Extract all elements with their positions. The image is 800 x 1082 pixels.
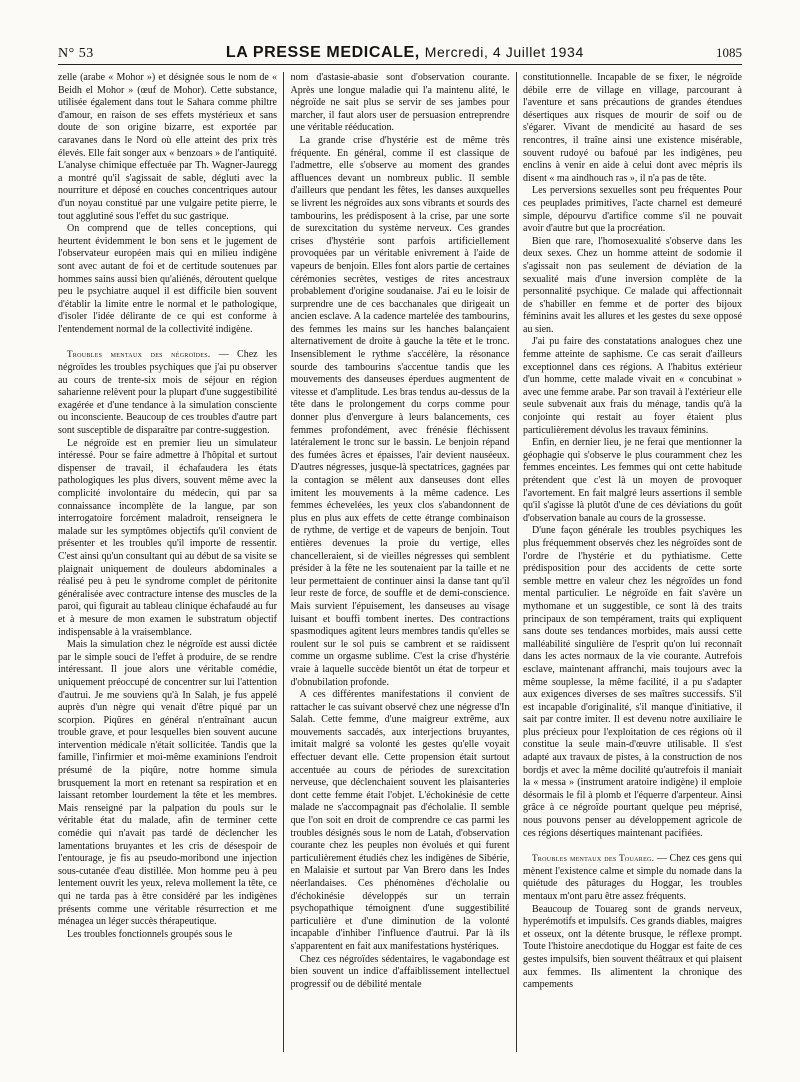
body-paragraph xyxy=(523,336,742,437)
body-paragraph xyxy=(523,525,742,840)
body-paragraph xyxy=(291,72,510,135)
page-folio: 1085 xyxy=(715,45,742,60)
body-paragraph xyxy=(523,236,742,337)
paragraph-text: Bien que rare, l'homosexualité s'observe dans les deux sexes. Chez un homme atteint de sodomie il s'agissait non pas seulement de déviation de la sexualité mais d'une inversion complète de la personnalité psychique. Ce malade qui affectionnait de s'habiller en femme et de porter des bijoux féminins avait les allures et les gestes du sexe opposé au sien. xyxy=(523,235,742,335)
paragraph-text: — Chez ces gens qui mènent l'existence calme et simple du nomade dans la quiétude des pâturages du Hoggar, les troubles mentaux m'ont paru être assez fréquents. xyxy=(523,853,742,902)
paragraph-text: On comprend que de telles conceptions, qui heurtent évidemment le bon sens et le jugement de l'observateur européen mais qui en milieu indigène sont avec autant de foi et de certitude soutenues par hommes sains aussi bien qu'aliénés, déroutent quelque peu le psychiatre auquel il est difficile bien souvent d'établir la limite entre le normal et le pathologique, d'isoler l'idée délirante de ce qui est conforme à l'entendement normal de la collectivité indigène. xyxy=(58,223,277,335)
paragraph-text: Les troubles fonctionnels groupés sous le xyxy=(67,928,233,940)
page-header xyxy=(58,42,742,66)
body-paragraph xyxy=(58,72,277,223)
paragraph-text: constitutionnelle. Incapable de se fixer, le négroïde débile erre de village en village, parcourant à l'aventure et sans précautions de grandes étendues désertiques aux risques de mourir de soif ou de s'égarer. Vivant de mendicité au hasard de ses rencontres, il traîne ainsi une existence misérable, souvent rudoyé ou bafoué par les indigènes, peu enclins à venir en aide à celui dont avec mépris ils disent « ma aindhouch ras », il n'a pas de tête. xyxy=(523,72,742,184)
paragraph-text: Enfin, en dernier lieu, je ne ferai que mentionner la géophagie qui s'observe le plus couramment chez les femmes enceintes. Les femmes qui ont cette habitude prétendent que c'est là un moyen de provoquer l'avortement. En fait malgré leurs assertions il semble qu'il s'agisse là plutôt d'une de ces déviations du goût d'observation banale au cours de la grossesse. xyxy=(523,437,742,524)
column-left xyxy=(58,72,277,1062)
column-separator xyxy=(516,72,517,1052)
paragraph-text: zelle (arabe « Mohor ») et désignée sous le nom de « Beidh el Mohor » (œuf de Mohor). Cette substance, utilisée également dans tout le Sahara comme philtre d'amour, en raison de ses effets mystérieux et sans doute de son origine bizarre, est exportée par caravanes dans le Nord où elle atteint des prix très élevés. Elle fait songer aux « benzoars » de l'antiquité. L'analyse chimique effectuée par Th. Wagner-Jauregg a montré qu'il s'agissait de sable, dégluti avec la nourriture et déposé en couches concentriques autour d'un noyau constitué par une vulgaire petite pierre, le tout agglutiné sous l'effet du suc gastrique. xyxy=(58,72,277,222)
body-paragraph xyxy=(58,929,277,942)
paragraph-text: Beaucoup de Touareg sont de grands nerveux, hyperémotifs et impulsifs. Ces grands diables, maigres et osseux, ont la détente brusque, le réflexe prompt. Toute l'histoire anecdotique du Hoggar est faite de ces gestes impulsifs, bien souvent théâtraux et qui plaisent aux femmes. Ils alimentent la chronique des campements xyxy=(523,903,742,991)
issue-number: N° 53 xyxy=(58,46,94,61)
body-paragraph xyxy=(58,223,277,336)
paragraph-text: Les perversions sexuelles sont peu fréquentes Pour ces peuplades primitives, l'acte charnel est demeuré simple, dépourvu d'artifice comme s'il ne pouvait avoir d'autre but que la procréation. xyxy=(523,185,742,235)
paragraph-text: nom d'astasie-abasie sont d'observation courante. Après une longue maladie qui l'a maintenu alité, le négroïde ne sait plus se servir de ses jambes pour marcher, il faut alors user de persuasion entreprendre une véritable rééducation. xyxy=(290,72,510,134)
section-heading: Troubles mentaux des négroïdes. xyxy=(67,349,211,360)
paragraph-text: Chez ces négroïdes sédentaires, le vagabondage est bien souvent un indice d'affaiblissement intellectuel progressif ou de débilité mentale xyxy=(290,953,510,990)
body-paragraph xyxy=(58,639,277,929)
paragraph-text: Mais la simulation chez le négroïde est aussi dictée par le simple souci de l'effet à produire, de se rendre intéressant. Il joue alors une véritable comédie, uniquement préoccupé de concentrer sur lui l'attention d'autrui. Je me souviens qu'à In Salah, je fus appelé auprès d'un nègre qui venait d'être piqué par un scorpion. Piqûres en général n'entraînant aucun trouble grave, et pour lesquelles bien souvent aucune intervention médicale n'était sollicitée. Tandis que la famille, l'infirmier et moi-même examinions l'endroit présumé de la piqûre, notre homme simula brusquement la mort en retenant sa respiration et en laissant retomber lourdement la tête et les membres. Mais renseigné par la palpation du pouls sur le véritable état du malade, afin de terminer cette comédie qui n'avait pas tardé de déclencher les lamentations bruyantes et les cris de désespoir de l'entourage, je fis au pseudo-moribond une injection sous-cutanée d'eau distillée. Mon homme peu à peu lentement ouvrit les yeux, releva mollement la tête, ce qui ne tarda pas à être considéré par les indigènes présents comme une véritable résurrection et me ménagea un léger succès thérapeutique. xyxy=(58,639,277,928)
text-columns xyxy=(58,72,742,1062)
paragraph-text: D'une façon générale les troubles psychiques les plus fréquemment observés chez les négroïdes sont de l'ordre de l'hystérie et du pythiatisme. Cette prédisposition pour des accidents de cette sorte semble mettre en valeur chez les négroïdes un fond mental particulier. Le négroïde en fait s'avère un mythomane et un suggestible, ce sont là des traits principaux de son tempérament, traits qui expliquent sans doute ses tendances morbides, mais aussi cette malléabilité singulière de l'esprit qu'on lui reconnaît dans les actes normaux de la vie courante. Autrefois esclave, maintenant affranchi, mais toujours avec la même souplesse, la même facilité, il a pu s'adapter aux exigences diverses de ses maîtres successifs. S'il est incapable d'originalité, s'il manque d'initiative, il sait par contre imiter. Il est devenu notre auxiliaire le plus précieux pour l'exploitation de ces régions où il constitue la seule main-d'œuvre utilisable. Il s'est adapté aux travaux de pistes, à la construction de nos bordjs et avec la même docilité qu'autrefois il maniait la « messa » (instrument aratoire indigène) il emploie désormais le fil à plomb et l'équerre d'arpenteur. Ainsi grâce à ce négroïde pourtant quelque peu méprisé, nous pouvons penser au développement agricole de ces régions désertiques maintenant pacifiées. xyxy=(523,525,742,839)
body-paragraph xyxy=(291,135,510,689)
paragraph-text: J'ai pu faire des constatations analogues chez une femme atteinte de saphisme. Ce cas serait d'ailleurs exceptionnel dans ces régions. A l'habitus extérieur d'un homme, cette malade vivait en « concubinat » avec une femme arabe. Par son travail à l'extérieur elle seule subvenait aux frais du ménage, tandis qu'à la conjointe qui restait au foyer étaient plus particulièrement dévolus les travaux féminins. xyxy=(523,336,742,436)
paragraph-text: La grande crise d'hystérie est de même très fréquente. En général, comme il est classique de l'admettre, elle s'observe au moment des grandes affluences devant un nombreux public. Il semble d'ailleurs que pendant les fêtes, les danses auxquelles se livrent les négroïdes aux sons vibrants et sourds des tambourins, les prédisposent à la crise, par une sorte de surexcitation du système nerveux. Ces grandes crises d'hystérie sont parfois artificiellement provoquées par un véritable enivrement à l'aide de vapeurs de benjoin. Elles font alors partie de certaines cérémonies secrètes, vestiges de rites ancestraux probablement d'origine soudanaise. J'ai eu le loisir de surprendre une de ces bacchanales que dirigeait un ancien esclave. A la cadence martelée des tambourins, des femmes les mains sur les hanches balançaient alternativement de droite à gauche la tête et le tronc. Insensiblement le rythme s'accélère, la résonance sourde des tambourins s'accentue tandis que les mouvements des danseuses éperdues augmentent de vitesse et d'amplitude. Les bras tendus au-dessus de la tête dans le prolongement du corps comme pour donner plus d'envergure à leurs balancements, ces femmes profondément, avec frénésie fléchissent latéralement le tronc sur le bassin. Le benjoin répand des fumées âcres et épaisses, l'air devient nauséeux. D'autres négresses, jusque-là spectatrices, gagnées par la contagion se mêlent aux danseuses dont elles imitent les mouvements à la même cadence. Les femmes échevelées, les yeux clos s'abandonnent de plus en plus aux effets de cette étrange combinaison de rythme, de vertige et de vapeurs de benjoin. Tout entières devenues la proie du vertige, elles chancelleraient, si de vieilles négresses qui semblent présider à la fête ne les soutenaient par la taille et ne leur permettaient de continuer ainsi la danse tant qu'il leur reste de force, de souffle et de demi-conscience. Mais survient l'épuisement, les danseuses au visage luisant et bouffi tombent inertes. Des contractions spasmodiques agitent leurs membres tandis qu'elles se roulent sur le sol puis se cambrent et se raidissent comme un orgasme sublime. C'est la crise d'hystérie vraie à laquelle succède bientôt un état de torpeur et d'obnubilation profonde. xyxy=(290,134,510,688)
body-paragraph xyxy=(291,689,510,953)
body-paragraph xyxy=(523,185,742,235)
running-title xyxy=(226,42,584,62)
journal-name: LA PRESSE MEDICALE, xyxy=(225,44,420,61)
body-paragraph xyxy=(291,954,510,992)
header-rule xyxy=(58,64,742,65)
body-paragraph xyxy=(523,72,742,185)
section-paragraph xyxy=(523,852,742,903)
paragraph-text: A ces différentes manifestations il convient de rattacher le cas suivant observé chez une négresse d'In Salah. Cette femme, d'une maigreur extrême, aux mouvements saccadés, aux interjections bruyantes, imitait malgré sa volonté les gestes qu'elle voyait effectuer devant elle. Cette propension était surtout accentuée au cours de périodes de surexcitation nerveuse, que déclenchaient souvent les plaisanteries dont cette femme était l'objet. L'échokinésie de cette malade ne s'accompagnait pas d'écholalie. Il semble que l'on soit en droit de comprendre ce cas parmi les troubles désignés sous le nom de Latah, d'observation courante chez les peuples non évolués et qui furent particulièrement étudiés chez les indigènes de Sibérie, en Malaisie et surtout par Van Brero dans les Indes néerlandaises. Ces phénomènes d'écholalie ou d'échokinésie développés sur un terrain psychopathique témoignent d'une suggestibilité particulière et d'une diminution de la volonté incapable d'inhiber l'influence d'autrui. Par là ils s'apparentent en fait aux manifestations hystériques. xyxy=(290,689,510,952)
body-paragraph xyxy=(58,438,277,640)
paragraph-text: — Chez les négroïdes les troubles psychiques que j'ai pu observer au cours de trente-six mois de séjour en région saharienne relèvent pour la plupart d'une suggestibilité exagérée et d'une tendance à la simulation consciente ou inconsciente. Beaucoup de ces troubles d'autre part sont susceptible de disparaître par contre-suggestion. xyxy=(58,349,277,437)
body-paragraph xyxy=(523,437,742,525)
section-heading: Troubles mentaux des Touareg. xyxy=(532,853,655,864)
body-paragraph xyxy=(523,904,742,992)
section-paragraph xyxy=(58,348,277,437)
column-middle xyxy=(291,72,510,1062)
column-separator xyxy=(283,72,284,1052)
issue-date: Mercredi, 4 Juillet 1934 xyxy=(424,44,584,60)
paragraph-text: Le négroïde est en premier lieu un simulateur intéressé. Pour se faire admettre à l'hôpital et surtout dispenser de travail, il échafaudera les états pathologiques les plus divers, souvent même avec la complicité involontaire du médecin, qui par sa connaissance incomplète de la langue, par son interrogatoire forcément maladroit, renseignera le malade sur les symptômes objectifs qu'il convient de présenter et les troubles qu'il importe de ressentir. C'est ainsi qu'un consultant qui au début de sa visite se plaignait uniquement de douleurs abdominales a réalisé peu à peu le syndrome complet de péritonite généralisée avec contracture intense des muscles de la paroi, qui figurait au tableau clinique échafaudé au fur et à mesure de mon examen le substratum objectif indispensable à la vraisemblance. xyxy=(58,437,277,638)
column-right xyxy=(523,72,742,1062)
